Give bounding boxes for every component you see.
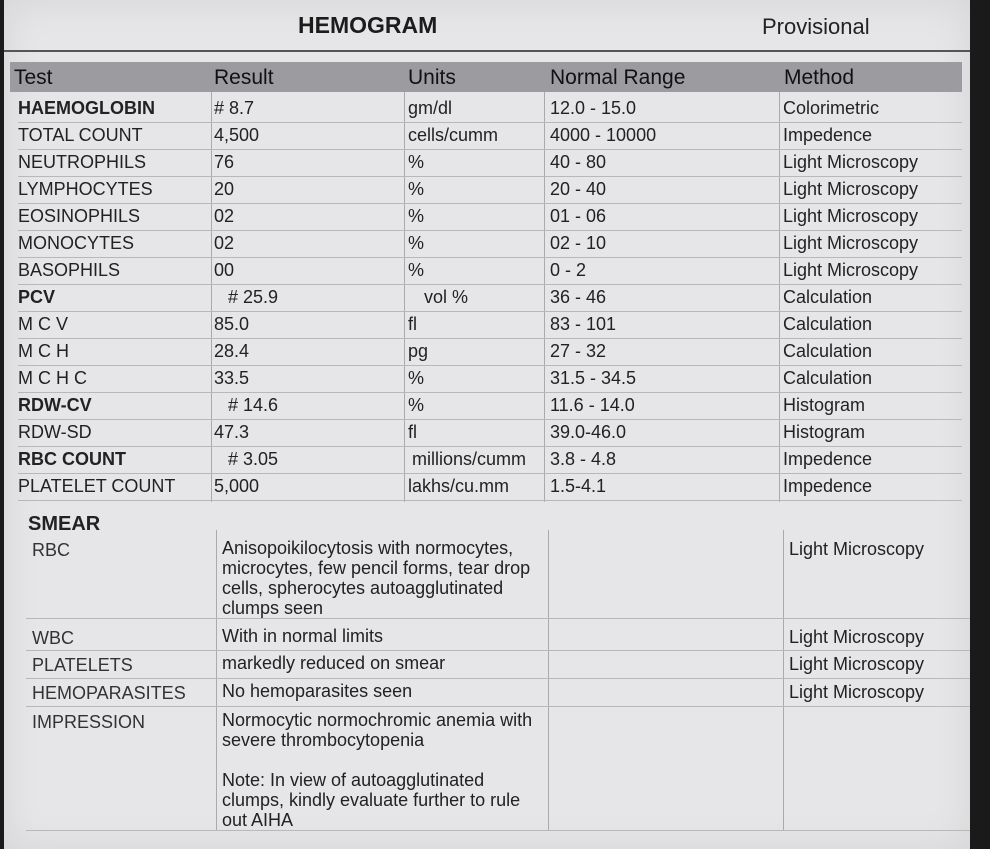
test-method: Impedence (783, 449, 873, 469)
smear-method: Light Microscopy (789, 627, 925, 647)
test-name: BASOPHILS (18, 260, 121, 280)
test-name: PLATELET COUNT (18, 476, 176, 496)
table-row (18, 392, 962, 420)
test-range: 36 - 46 (550, 287, 607, 307)
test-result: 02 (214, 233, 235, 253)
test-method: Light Microscopy (783, 260, 919, 280)
test-result: 4,500 (214, 125, 260, 145)
test-result: 33.5 (214, 368, 250, 388)
smear-value: With in normal limits (222, 626, 384, 646)
test-range: 02 - 10 (550, 233, 607, 253)
test-units: pg (408, 341, 429, 361)
table-row (18, 446, 962, 474)
test-method: Histogram (783, 422, 866, 442)
test-result: 47.3 (214, 422, 250, 442)
smear-row (26, 536, 970, 619)
test-result: # 8.7 (214, 98, 255, 118)
test-name: MONOCYTES (18, 233, 135, 253)
test-range: 83 - 101 (550, 314, 617, 334)
smear-method: Light Microscopy (789, 682, 925, 702)
test-method: Calculation (783, 368, 873, 388)
table-row (18, 95, 962, 123)
table-row (18, 176, 962, 204)
test-method: Histogram (783, 395, 866, 415)
test-result: 28.4 (214, 341, 250, 361)
test-units: % (408, 206, 425, 226)
test-units: % (408, 233, 425, 253)
smear-label: RBC (32, 540, 71, 560)
test-range: 01 - 06 (550, 206, 607, 226)
test-name: TOTAL COUNT (18, 125, 143, 145)
test-result: 85.0 (214, 314, 250, 334)
test-method: Light Microscopy (783, 206, 919, 226)
test-method: Light Microscopy (783, 233, 919, 253)
test-method: Impedence (783, 125, 873, 145)
test-name: RDW-SD (18, 422, 92, 442)
table-row (18, 149, 962, 177)
test-name: M C H (18, 341, 69, 361)
smear-row (26, 651, 970, 679)
test-units: fl (408, 314, 417, 334)
test-units: gm/dl (408, 98, 453, 118)
report-status: Provisional (762, 14, 870, 39)
table-row (18, 203, 962, 231)
test-range: 11.6 - 14.0 (550, 395, 635, 415)
test-method: Impedence (783, 476, 873, 496)
smear-value: No hemoparasites seen (222, 681, 413, 701)
test-name: RDW-CV (18, 395, 92, 415)
test-name: M C V (18, 314, 69, 334)
test-range: 0 - 2 (550, 260, 587, 280)
test-units: cells/cumm (408, 125, 499, 145)
test-name: PCV (18, 287, 56, 307)
smear-row (26, 708, 970, 831)
table-row (18, 365, 962, 393)
smear-label: HEMOPARASITES (32, 683, 186, 703)
smear-label: WBC (32, 628, 74, 648)
smear-row (26, 624, 970, 651)
test-name: HAEMOGLOBIN (18, 98, 155, 118)
smear-label: PLATELETS (32, 655, 133, 675)
test-method: Calculation (783, 287, 873, 307)
test-result: # 3.05 (228, 449, 279, 469)
test-name: LYMPHOCYTES (18, 179, 153, 199)
table-header (10, 62, 962, 92)
test-result: 20 (214, 179, 235, 199)
test-result: 5,000 (214, 476, 260, 496)
test-units: vol % (424, 287, 469, 307)
table-row (18, 473, 962, 501)
test-units: millions/cumm (412, 449, 527, 469)
smear-value: markedly reduced on smear (222, 653, 446, 673)
test-name: RBC COUNT (18, 449, 126, 469)
col-units: Units (408, 66, 456, 89)
test-range: 12.0 - 15.0 (550, 98, 637, 118)
test-method: Calculation (783, 341, 873, 361)
table-row (18, 257, 962, 285)
col-range: Normal Range (550, 66, 686, 89)
table-row (18, 311, 962, 339)
test-units: % (408, 179, 425, 199)
test-range: 3.8 - 4.8 (550, 449, 617, 469)
test-units: % (408, 260, 425, 280)
test-units: fl (408, 422, 417, 442)
col-result: Result (214, 66, 274, 89)
test-name: EOSINOPHILS (18, 206, 141, 226)
table-row (18, 419, 962, 447)
table-row (18, 284, 962, 312)
table-row (18, 338, 962, 366)
test-result: 02 (214, 206, 235, 226)
test-range: 40 - 80 (550, 152, 607, 172)
col-test: Test (14, 66, 53, 89)
report-paper (4, 0, 970, 849)
test-units: % (408, 395, 425, 415)
smear-value: Anisopoikilocytosis with normocytes, microcytes, few pencil forms, tear drop cells, spherocytes autoagglutinated clumps seen (222, 538, 531, 618)
smear-method: Light Microscopy (789, 654, 925, 674)
test-method: Light Microscopy (783, 179, 919, 199)
report-title: HEMOGRAM (298, 12, 438, 38)
smear-note: Note: In view of autoagglutinated clumps, kindly evaluate further to rule out AIHA (222, 770, 521, 830)
test-name: NEUTROPHILS (18, 152, 147, 172)
table-row (18, 230, 962, 258)
smear-title: SMEAR (28, 513, 101, 535)
test-method: Light Microscopy (783, 152, 919, 172)
test-range: 20 - 40 (550, 179, 607, 199)
test-range: 39.0-46.0 (550, 422, 627, 442)
test-range: 4000 - 10000 (550, 125, 657, 145)
table-row (18, 122, 962, 150)
smear-row (26, 679, 970, 707)
test-units: % (408, 152, 425, 172)
smear-label: IMPRESSION (32, 712, 146, 732)
test-range: 31.5 - 34.5 (550, 368, 637, 388)
smear-value: Normocytic normochromic anemia with severe thrombocytopenia (222, 710, 533, 750)
test-units: % (408, 368, 425, 388)
smear-method: Light Microscopy (789, 539, 925, 559)
test-method: Colorimetric (783, 98, 880, 118)
test-range: 27 - 32 (550, 341, 607, 361)
test-result: # 25.9 (228, 287, 279, 307)
test-units: lakhs/cu.mm (408, 476, 510, 496)
test-result: 76 (214, 152, 235, 172)
report-header (4, 0, 970, 52)
test-range: 1.5-4.1 (550, 476, 607, 496)
test-method: Calculation (783, 314, 873, 334)
test-result: # 14.6 (228, 395, 279, 415)
test-name: M C H C (18, 368, 87, 388)
test-result: 00 (214, 260, 235, 280)
col-method: Method (784, 66, 855, 89)
